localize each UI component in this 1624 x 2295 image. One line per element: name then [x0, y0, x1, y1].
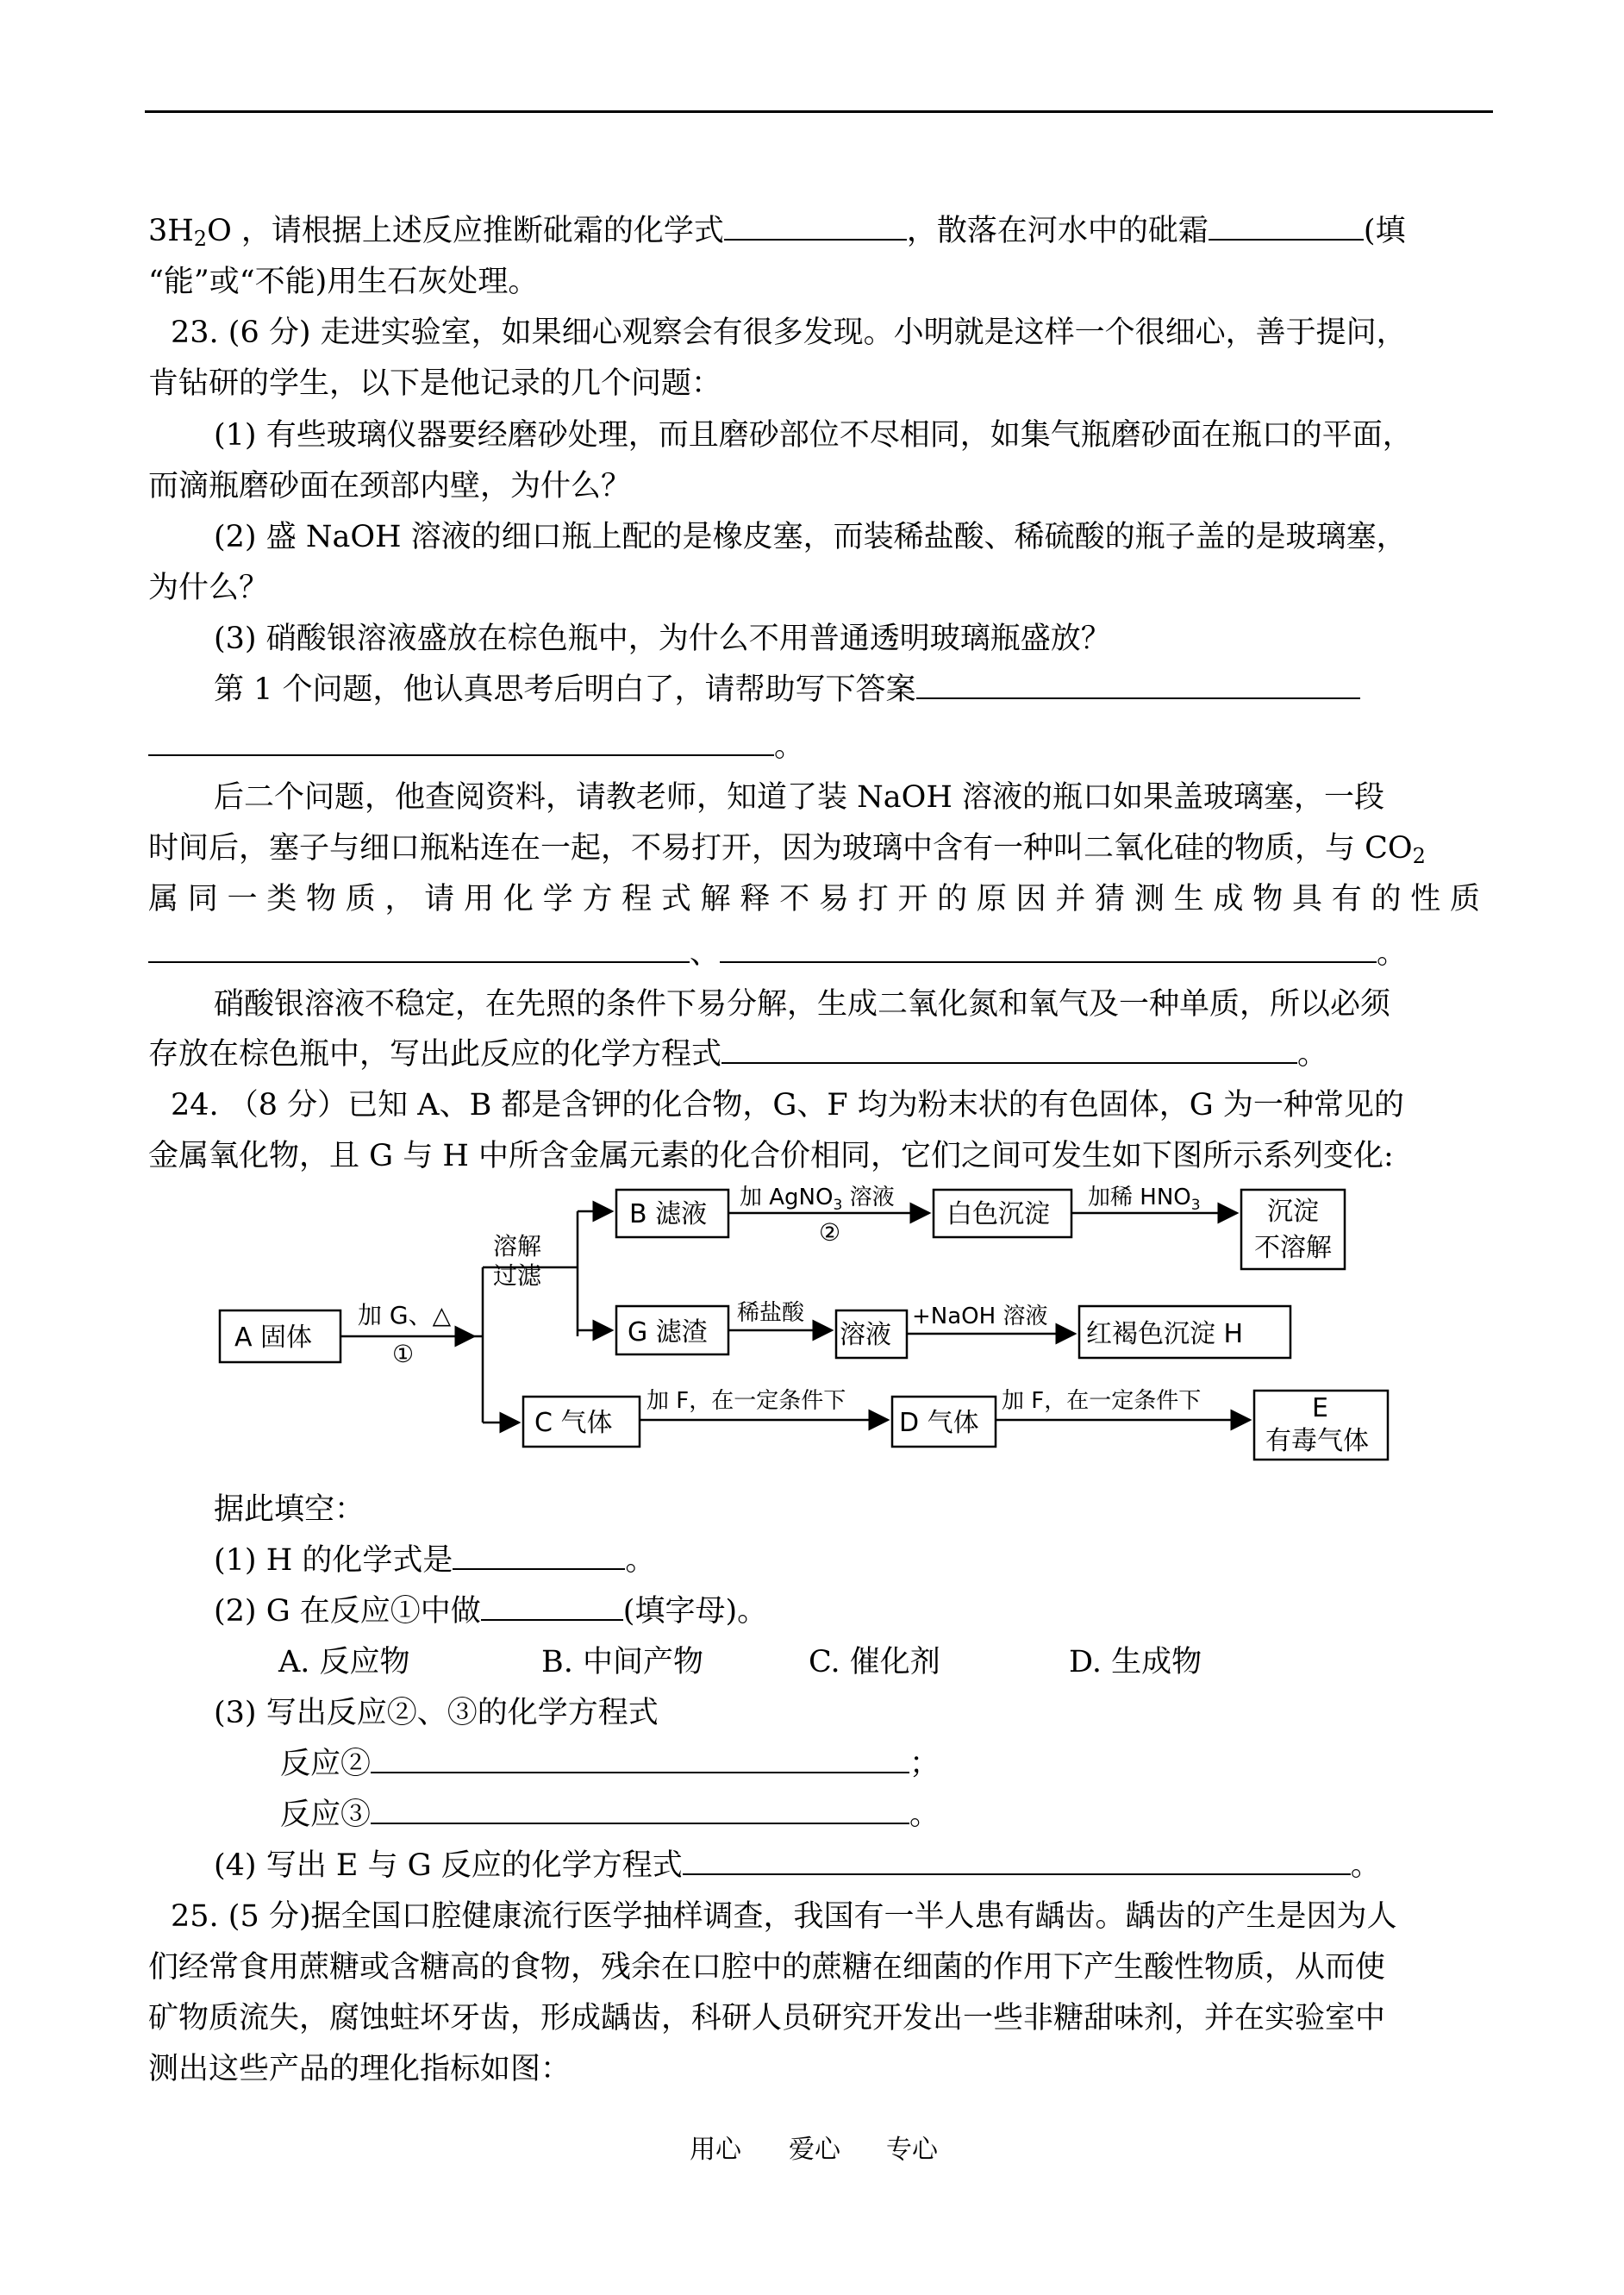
text-line: 后二个问题，他查阅资料，请教老师，知道了装 NaOH 溶液的瓶口如果盖玻璃塞，一段 — [214, 780, 1384, 815]
text-line: $3H_2O$ ，请根据上述反应推断砒霜的化学式 ，散落在河水中的砒霜 (填 — [148, 211, 1406, 251]
option-c[interactable]: C. 催化剂 — [809, 1645, 940, 1679]
answer-blank[interactable] — [721, 1035, 1297, 1064]
label-c-gas: C 气体 — [534, 1408, 613, 1438]
text-line: (3) 硝酸银溶液盛放在棕色瓶中，为什么不用普通透明玻璃瓶盛放？ — [214, 622, 1111, 656]
text-line: 。 — [148, 727, 804, 766]
answer-blank[interactable] — [683, 1846, 1351, 1875]
label-b-filtrate: B 滤液 — [629, 1199, 708, 1229]
answer-blank[interactable] — [916, 670, 1360, 699]
label-add-agno3: 加 AgNO$_3$ 溶液 — [740, 1185, 895, 1214]
answer-blank[interactable] — [371, 1744, 909, 1773]
answer-blank[interactable] — [453, 1541, 625, 1570]
label-solution: 溶液 — [840, 1320, 891, 1350]
label-dissolve: 溶解 — [493, 1232, 542, 1260]
text-line: “能”或“不能)用生石灰处理。 — [148, 265, 539, 299]
reaction-flow-diagram — [215, 1185, 1422, 1479]
answer-blank[interactable] — [1209, 211, 1364, 241]
text-line: 属同一类物质，请用化学方程式解释不易打开的原因并猜测生成物具有的性质 — [148, 882, 1480, 916]
text-line: 为什么？ — [148, 571, 270, 605]
text-line: 矿物质流失，腐蚀蛀坏牙齿，形成龋齿，科研人员研究开发出一些非糖甜味剂，并在实验室中 — [148, 2001, 1386, 2035]
label-d-gas: D 气体 — [899, 1408, 979, 1438]
option-b[interactable]: B. 中间产物 — [541, 1645, 703, 1679]
footer-word-3: 专心 — [886, 2135, 938, 2165]
text-line: (4) 写出 E 与 G 反应的化学方程式 。 — [214, 1846, 1381, 1885]
text-line: 时间后，塞子与细口瓶粘连在一起，不易打开，因为玻璃中含有一种叫二氧化硅的物质，与 $CO_2$ — [148, 831, 1426, 868]
label-add-hno3: 加稀 $HNO_3$ — [1088, 1185, 1201, 1214]
text-line: 而滴瓶磨砂面在颈部内壁，为什么？ — [148, 469, 632, 503]
answer-blank[interactable] — [148, 727, 774, 756]
text-line: 金属氧化物，且 G 与 H 中所含金属元素的化合价相同，它们之间可发生如下图所示系列变化: — [148, 1139, 1394, 1173]
label-filter: 过滤 — [493, 1261, 542, 1290]
text-line: 肯钻研的学生，以下是他记录的几个问题： — [148, 366, 722, 401]
label-add-f-2: 加 F，在一定条件下 — [1002, 1388, 1202, 1414]
label-insoluble: 不溶解 — [1254, 1233, 1332, 1263]
text-line: 存放在棕色瓶中，写出此反应的化学方程式 。 — [148, 1035, 1327, 1074]
label-precipitate: 沉淀 — [1267, 1197, 1319, 1227]
label-red-brown: 红褐色沉淀 H — [1086, 1319, 1244, 1349]
label-naoh: +NaOH 溶液 — [912, 1304, 1048, 1329]
answer-blank[interactable] — [481, 1591, 623, 1621]
text-line: (3) 写出反应②、③的化学方程式 — [214, 1696, 659, 1730]
answer-blank[interactable] — [720, 934, 1377, 963]
answer-blank[interactable] — [724, 211, 907, 241]
answer-blank[interactable] — [148, 934, 690, 963]
text-line: 反应③ 。 — [280, 1795, 940, 1835]
question-24-title: 24. （8 分）已知 A、B 都是含钾的化合物，G、F 均为粉末状的有色固体，G 为一种常见的 — [171, 1088, 1404, 1122]
label-toxic-gas: 有毒气体 — [1265, 1426, 1369, 1456]
option-d[interactable]: D. 生成物 — [1069, 1645, 1202, 1679]
text-line: 们经常食用蔗糖或含糖高的食物，残余在口腔中的蔗糖在细菌的作用下产生酸性物质，从而使 — [148, 1950, 1386, 1985]
label-circle-1: ① — [392, 1340, 415, 1368]
text-line: 据此填空： — [214, 1492, 365, 1527]
label-white-precipitate: 白色沉淀 — [946, 1199, 1050, 1229]
label-dilute-hcl: 稀盐酸 — [737, 1300, 805, 1326]
answer-blank[interactable] — [371, 1795, 909, 1824]
text-line: 测出这些产品的理化指标如图： — [148, 2052, 572, 2086]
label-add-f-1: 加 F，在一定条件下 — [646, 1388, 846, 1414]
text-line: 第 1 个问题，他认真思考后明白了，请帮助写下答案 — [214, 670, 1360, 710]
text-line: 反应② ； — [280, 1744, 940, 1784]
label-add-g: 加 G、△ — [358, 1301, 452, 1329]
header-rule — [145, 110, 1493, 113]
label-e: E — [1312, 1393, 1328, 1423]
question-25-title: 25. (5 分)据全国口腔健康流行医学抽样调查，我国有一半人患有龋齿。龋齿的产生是因为人 — [171, 1899, 1397, 1934]
footer-word-2: 爱心 — [789, 2135, 840, 2165]
text-line: (1) 有些玻璃仪器要经磨砂处理，而且磨砂部位不尽相同，如集气瓶磨砂面在瓶口的平面， — [214, 418, 1413, 453]
option-a[interactable]: A. 反应物 — [278, 1645, 410, 1679]
text-line: 、 。 — [148, 934, 1407, 973]
label-g-residue: G 滤渣 — [628, 1317, 708, 1348]
question-23-title: 23. (6 分) 走进实验室，如果细心观察会有很多发现。小明就是这样一个很细心，善于提问， — [171, 316, 1407, 350]
label-circle-2: ② — [819, 1218, 841, 1247]
text-line: (1) H 的化学式是 。 — [214, 1541, 655, 1580]
text-line: (2) 盛 NaOH 溶液的细口瓶上配的是橡皮塞，而装稀盐酸、稀硫酸的瓶子盖的是玻璃塞， — [214, 520, 1407, 554]
text-line: 硝酸银溶液不稳定，在先照的条件下易分解，生成二氧化氮和氧气及一种单质，所以必须 — [214, 987, 1391, 1022]
text-line: (2) G 在反应①中做 (填字母)。 — [214, 1591, 767, 1631]
label-a-solid: A 固体 — [234, 1323, 313, 1353]
footer-word-1: 用心 — [690, 2135, 741, 2165]
